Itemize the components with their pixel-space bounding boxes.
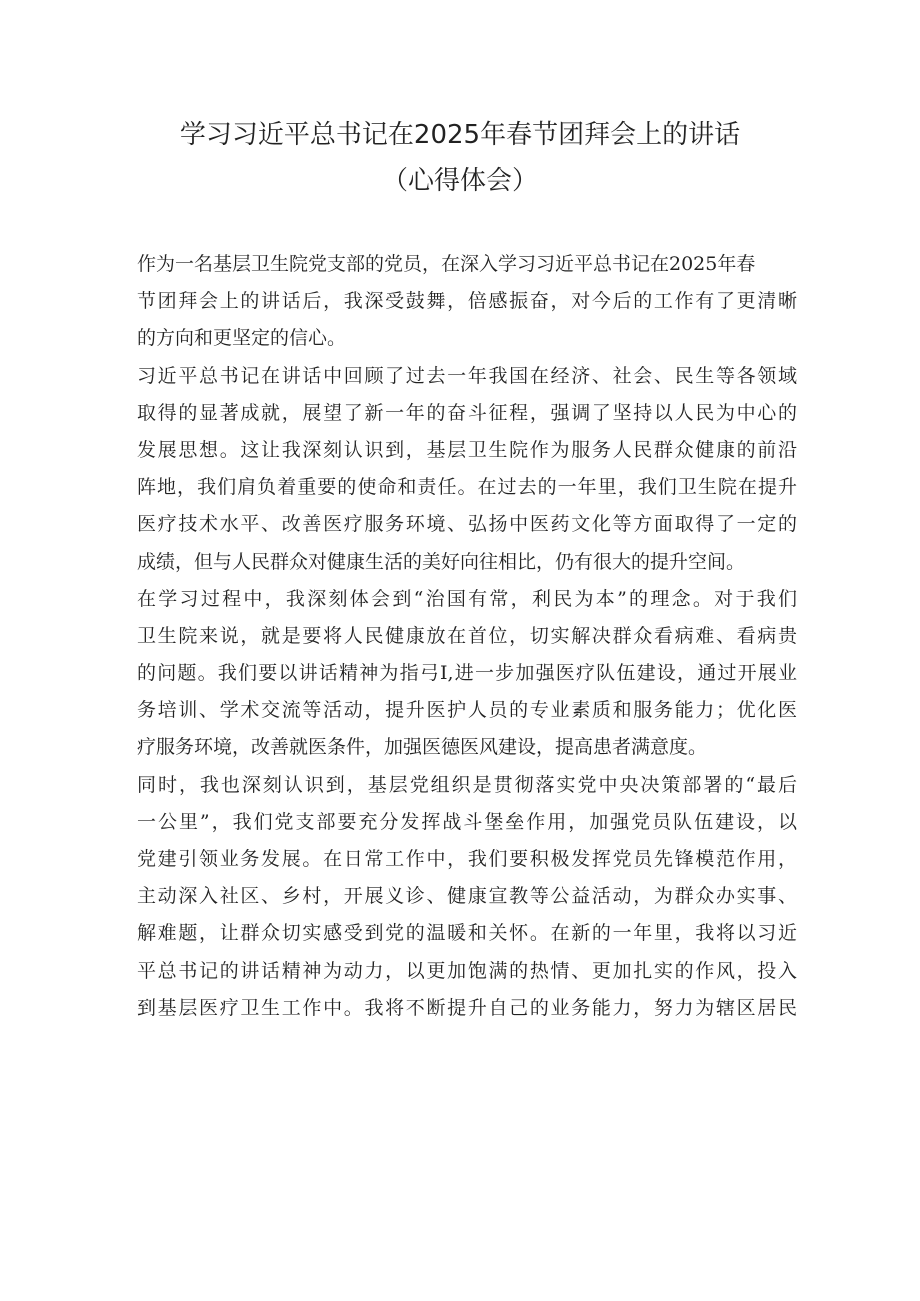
- body-line: 发展思想。这让我深刻认识到，基层卫生院作为服务人民群众健康的前沿: [137, 438, 797, 461]
- body-line: 阵地，我们肩负着重要的使命和责任。在过去的一年里，我们卫生院在提升: [137, 476, 797, 499]
- body-line: 取得的显著成就，展望了新一年的奋斗征程，强调了坚持以人民为中心的: [137, 401, 797, 424]
- body-line: 习近平总书记在讲话中回顾了过去一年我国在经济、社会、民生等各领域: [137, 364, 797, 387]
- body-line: 一公里”，我们党支部要充分发挥战斗堡垒作用，加强党员队伍建设，以: [137, 810, 797, 833]
- document-body: [137, 246, 797, 1027]
- body-line: 疗服务环境，改善就医条件，加强医德医风建设，提高患者满意度。: [137, 736, 708, 759]
- body-line: 同时，我也深刻认识到，基层党组织是贯彻落实党中央决策部署的“最后: [137, 773, 797, 796]
- body-line: 医疗技术水平、改善医疗服务环境、弘扬中医药文化等方面取得了一定的: [137, 513, 797, 536]
- title-line-1: 学习习近平总书记在2025年春节团拜会上的讲话: [179, 120, 741, 150]
- body-line: 党建引领业务发展。在日常工作中，我们要积极发挥党员先锋模范作用，: [137, 848, 797, 870]
- body-line: 在学习过程中，我深刻体会到“治国有常，利民为本”的理念。对于我们: [137, 587, 797, 610]
- body-line: 到基层医疗卫生工作中。我将不断提升自己的业务能力，努力为辖区居民: [137, 996, 797, 1019]
- document-title: [0, 112, 920, 204]
- body-line: 的问题。我们要以讲话精神为指弓I,进一步加强医疗队伍建设，通过开展业: [137, 662, 797, 685]
- body-line: 作为一名基层卫生院党支部的党员，在深入学习习近平总书记在2025年春: [137, 253, 756, 275]
- title-line-2: （心得体会）: [381, 166, 538, 196]
- body-line: 务培训、学术交流等活动，提升医护人员的专业素质和服务能力；优化医: [137, 699, 797, 722]
- body-line: 解难题，让群众切实感受到党的温暖和关怀。在新的一年里，我将以习近: [137, 922, 797, 945]
- body-line: 节团拜会上的讲话后，我深受鼓舞，倍感振奋，对今后的工作有了更清晰: [137, 290, 797, 313]
- body-line: 卫生院来说，就是要将人民健康放在首位，切实解决群众看病难、看病贵: [137, 624, 797, 647]
- body-line: 主动深入社区、乡村，开展义诊、健康宣教等公益活动，为群众办实事、: [137, 885, 797, 908]
- body-line: 成绩，但与人民群众对健康生活的美好向往相比，仍有很大的提升空间。: [137, 550, 746, 573]
- body-line: 的方向和更坚定的信心。: [137, 327, 347, 350]
- body-line: 平总书记的讲话精神为动力，以更加饱满的热情、更加扎实的作风，投入: [137, 959, 797, 982]
